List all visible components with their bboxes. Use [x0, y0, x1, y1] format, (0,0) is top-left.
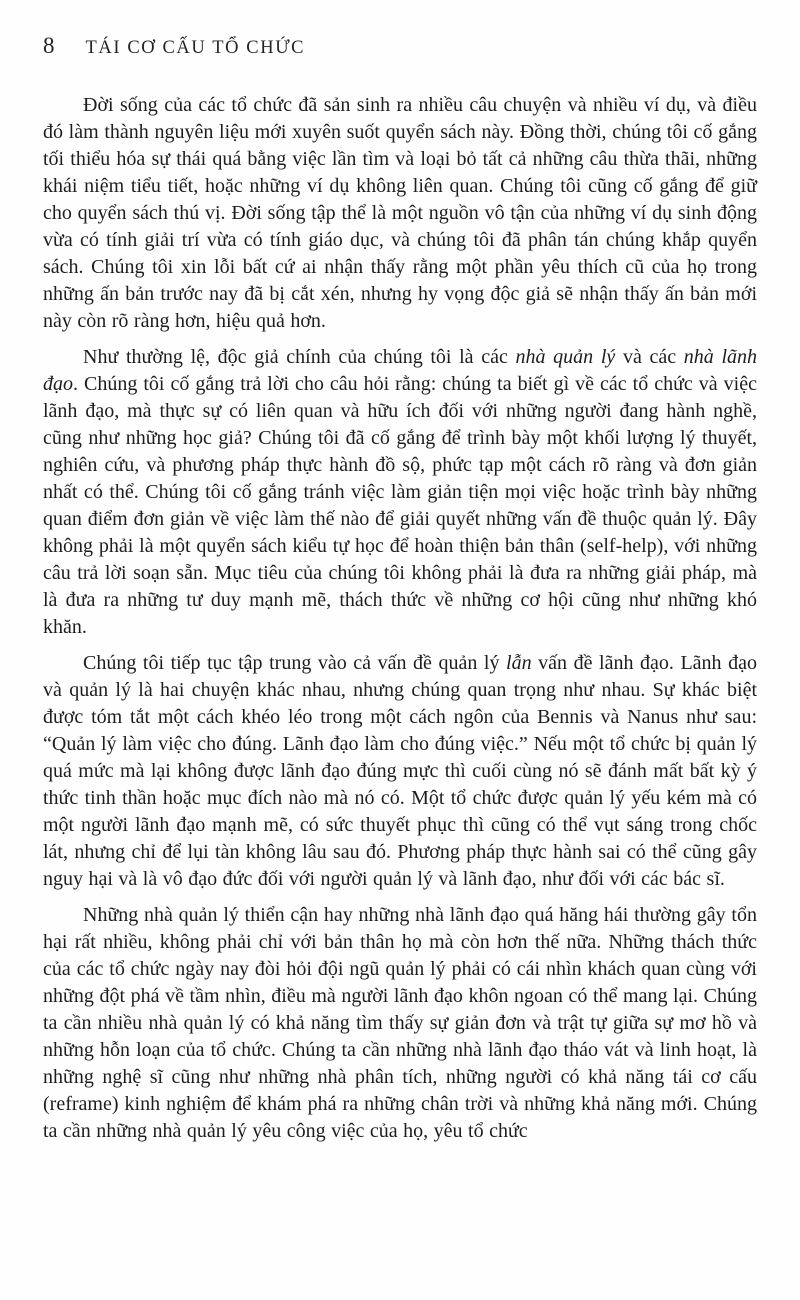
paragraph: [43, 902, 757, 1145]
page-body: [43, 92, 757, 1145]
text-run: vấn đề lãnh đạo. Lãnh đạo và quản lý là hai chuyện khác nhau, nhưng chúng quan trọng như nhau. Sự khác biệt được tóm tắt một cách khéo léo trong một cách ngôn của Bennis và Nanus như sau: “Quản lý làm việc cho đúng. Lãnh đạo làm cho đúng việc.” Nếu một tổ chức bị quản lý quá mức mà lại không được lãnh đạo đúng mực thì cuối cùng nó sẽ đánh mất bất kỳ ý thức tinh thần hoặc mục đích nào mà nó có. Một tổ chức được quản lý yếu kém mà có một người lãnh đạo mạnh mẽ, có sức thuyết phục thì cũng có thể vụt sáng trong chốc lát, nhưng chỉ để lụi tàn không lâu sau đó. Phương pháp thực hành sai có thể cũng gây nguy hại và là vô đạo đức đối với người quản lý và lãnh đạo, như đối với các bác sĩ.: [43, 652, 757, 890]
paragraph: [43, 650, 757, 893]
text-run: và các: [615, 346, 684, 368]
text-run: nhà lãnh đạo: [43, 346, 757, 395]
text-run: Đời sống của các tổ chức đã sản sinh ra nhiều câu chuyện và nhiều ví dụ, và điều đó làm thành nguyên liệu mới xuyên suốt quyển sách này. Đồng thời, chúng tôi cố gắng tối thiểu hóa sự thái quá bằng việc lần tìm và loại bỏ tất cả những câu thừa thãi, những khái niệm tiểu tiết, hoặc những ví dụ không liên quan. Chúng tôi cũng cố gắng để giữ cho quyển sách thú vị. Đời sống tập thể là một nguồn vô tận của những ví dụ sinh động vừa có tính giải trí vừa có tính giáo dục, và chúng tôi đã phân tán chúng khắp quyển sách. Chúng tôi xin lỗi bất cứ ai nhận thấy rằng một phần yêu thích cũ của họ trong những ấn bản trước nay đã bị cắt xén, nhưng hy vọng độc giả sẽ nhận thấy ấn bản mới này còn rõ ràng hơn, hiệu quả hơn.: [43, 94, 757, 332]
text-run: Như thường lệ, độc giả chính của chúng tôi là các: [83, 346, 516, 368]
text-run: Chúng tôi tiếp tục tập trung vào cả vấn đề quản lý: [83, 652, 507, 674]
text-run: nhà quản lý: [515, 346, 616, 368]
text-run: Những nhà quản lý thiển cận hay những nhà lãnh đạo quá hăng hái thường gây tổn hại rất nhiều, không phải chỉ với bản thân họ mà còn hơn thế nữa. Những thách thức của các tổ chức ngày nay đòi hỏi đội ngũ quản lý phải có cái nhìn khách quan cùng với những đột phá về tầm nhìn, điều mà người lãnh đạo khôn ngoan có thể mang lại. Chúng ta cần nhiều nhà quản lý có khả năng tìm thấy sự giản đơn và trật tự giữa sự mơ hồ và những hỗn loạn của tổ chức. Chúng ta cần những nhà lãnh đạo tháo vát và linh hoạt, là những nghệ sĩ cũng như những nhà phân tích, những người có khả năng tái cơ cấu (reframe) kinh nghiệm để khám phá ra những chân trời và những khả năng mới. Chúng ta cần những nhà quản lý yêu công việc của họ, yêu tổ chức: [43, 904, 757, 1142]
running-title: TÁI CƠ CẤU TỔ CHỨC: [85, 38, 306, 58]
paragraph: [43, 344, 757, 641]
text-run: . Chúng tôi cố gắng trả lời cho câu hỏi rằng: chúng ta biết gì về các tổ chức và việc lãnh đạo, mà thực sự có liên quan và hữu ích đối với những người đang hành nghề, cũng như những học giả? Chúng tôi đã cố gắng để trình bày một khối lượng lý thuyết, nghiên cứu, và phương pháp thực hành đồ sộ, phức tạp một cách rõ ràng và đơn giản nhất có thể. Chúng tôi cố gắng tránh việc làm giản tiện mọi việc hoặc trình bày những quan điểm đơn giản về việc làm thế nào để giải quyết những vấn đề thuộc quản lý. Đây không phải là một quyển sách kiểu tự học để hoàn thiện bản thân (self-help), với những câu trả lời soạn sẵn. Mục tiêu của chúng tôi không phải là đưa ra những giải pháp, mà là đưa ra những tư duy mạnh mẽ, thách thức về những cơ hội cũng như những khó khăn.: [43, 373, 757, 638]
text-run: lẫn: [506, 652, 532, 674]
paragraph: [43, 92, 757, 335]
page-number: 8: [43, 33, 55, 58]
running-header: [43, 34, 757, 59]
